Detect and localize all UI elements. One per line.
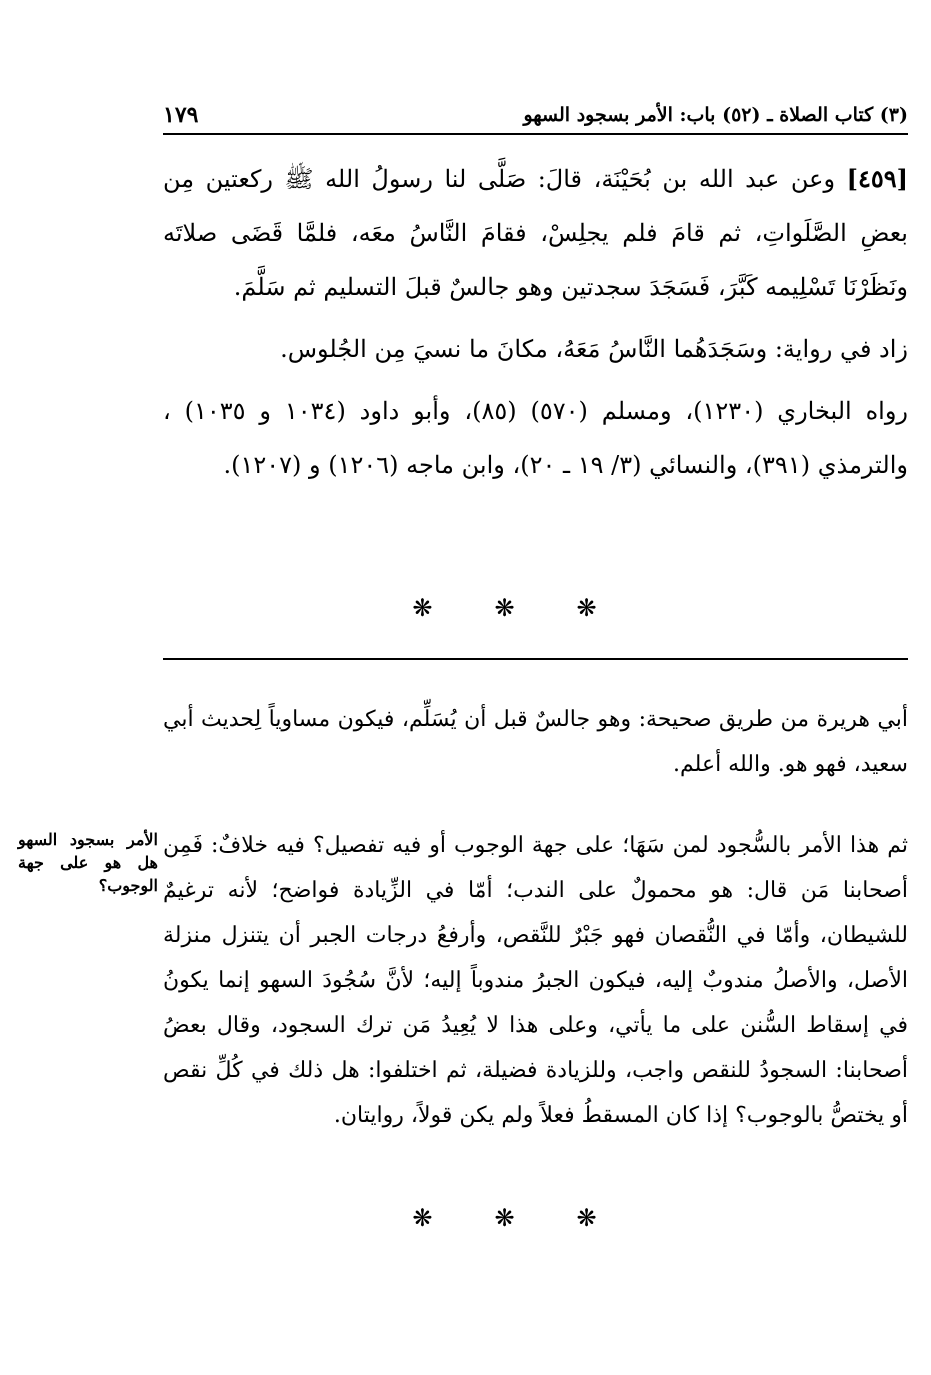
hadith-takhrij: رواه البخاري (١٢٣٠)، ومسلم (٥٧٠) (٨٥)، وأبو داود (١٠٣٤ و ١٠٣٥) ، والترمذي (٣٩١)، والنسائي (٣/ ١٩ ـ ٢٠)، وابن ماجه (١٢٠٦) و (١٢٠٧). xyxy=(163,397,908,479)
commentary-main xyxy=(163,823,908,1138)
star-ornament: ❋ xyxy=(494,1204,577,1232)
hadith-addition: زاد في رواية: وسَجَدَهُما النَّاسُ مَعَهُ، مكانَ ما نسيَ مِن الجُلوس. xyxy=(280,335,908,363)
star-ornament: ❋ xyxy=(576,1204,659,1232)
page-number: ١٧٩ xyxy=(163,102,199,128)
star-ornament: ❋ xyxy=(412,594,495,622)
page-header xyxy=(163,102,908,132)
running-title: (٣) كتاب الصلاة ـ (٥٢) باب: الأمر بسجود السهو xyxy=(523,104,908,126)
separator-stars-bottom xyxy=(163,1204,908,1232)
star-ornament: ❋ xyxy=(494,594,577,622)
hadith-paragraph xyxy=(163,152,908,314)
separator-stars-top xyxy=(163,594,908,622)
hadith-block xyxy=(163,152,908,500)
star-ornament: ❋ xyxy=(412,1204,495,1232)
commentary-paragraph-2: ثم هذا الأمر بالسُّجود لمن سَهَا؛ على جهة الوجوب أو فيه تفصيل؟ فيه خلافٌ: فَمِن أصحابنا مَن قال: هو محمولٌ على الندب؛ أمّا في الزِّيادة فواضح؛ لأنه ترغيمٌ للشيطان، وأمّا في النُّقصان فهو جَبْرٌ للنَّقص، وأرفعُ درجات الجبر أن يتنزل منزلة الأصل، والأصلُ مندوبٌ إليه، فيكون الجبرُ مندوباً إليه؛ لأنَّ سُجُودَ السهو إنما يكونُ في إسقاط السُّنن على ما يأتي، وعلى هذا لا يُعِيدُ مَن ترك السجود، وقال بعضُ أصحابنا: السجودُ للنقص واجب، وللزيادة فضيلة، ثم اختلفوا: هل ذلك في كُلِّ نقص أو يختصُّ بالوجوب؟ إذا كان المسقطُ فعلاً ولم يكن قولاً، روايتان. xyxy=(163,833,908,1128)
commentary-intro xyxy=(163,697,908,787)
commentary-rule xyxy=(163,658,908,660)
commentary-paragraph-1: أبي هريرة من طريق صحيحة: وهو جالسٌ قبل أن يُسَلِّم، فيكون مساوياً لِحديث أبي سعيد، فهو هو. والله أعلم. xyxy=(163,707,908,777)
star-ornament: ❋ xyxy=(576,594,659,622)
hadith-number: [٤٥٩] xyxy=(846,164,908,193)
hadith-text: وعن عبد الله بن بُحَيْنَة، قالَ: صَلَّى لنا رسولُ الله ﷺ ركعتين مِن بعضِ الصَّلَواتِ، ثم قامَ فلم يجلِسْ، فقامَ النَّاسُ معَه، فلمَّا قَضَى صلاتَه ونَظَرْنَا تَسْلِيمه كَبَّرَ، فَسَجَدَ سجدتين وهو جالسٌ قبلَ التسليم ثم سَلَّمَ. xyxy=(163,165,908,301)
margin-note: الأمر بسجود السهو هل هو على جهة الوجوب؟ xyxy=(18,830,158,895)
header-rule xyxy=(163,133,908,135)
